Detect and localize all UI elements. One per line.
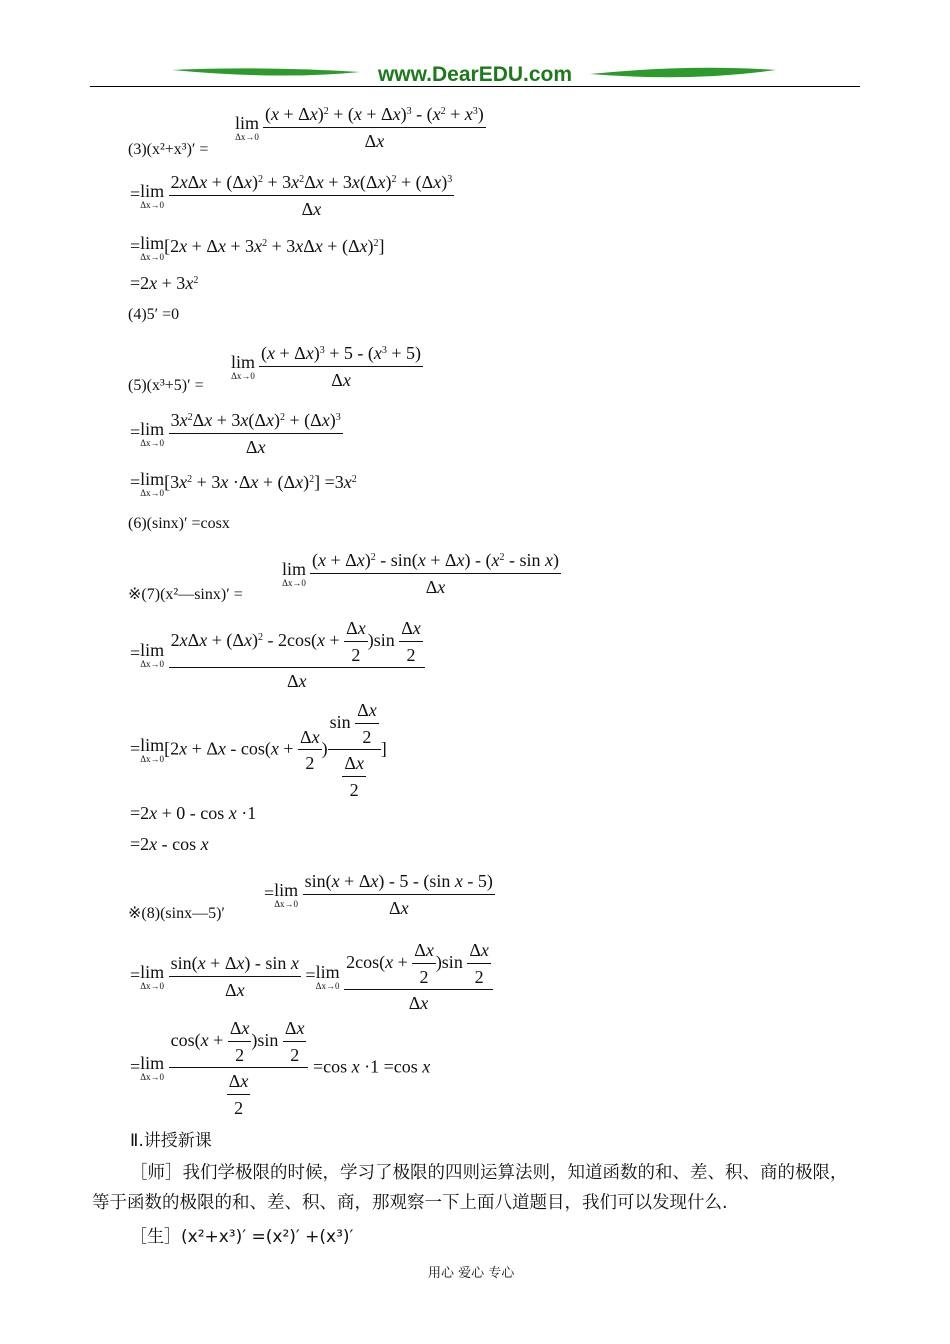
eq7-limit-expression: lim Δx→0 $\frac{(x + \Delta x)^2 - \sin(x + \Delta x) - (x^2 - \sin x)}{\Delta x}$ bbox=[282, 550, 559, 597]
eq7-result: =2x - cos x bbox=[130, 834, 209, 854]
lim-operator: lim Δx→0 bbox=[235, 112, 260, 142]
problem-8-label: ※(8)(sinx—5)′ bbox=[128, 905, 225, 922]
header-rule bbox=[90, 86, 860, 87]
eq3-step1: = lim Δx→0 $\frac{2x\Delta x + (\Delta x)^2 + 3x^2\Delta x + 3x(\Delta x)^2 + (\Delta x)^3}{\Delta x}$ bbox=[130, 172, 453, 219]
eq3-step2: = lim Δx→0 $[2x + \Delta x + 3x^2 + 3x\Delta x + (\Delta x)^2]$ bbox=[130, 233, 385, 262]
teacher-paragraph: ［师］我们学极限的时候，学习了极限的四则运算法则，知道函数的和、差、积、商的极限，等于函数的极限的和、差、积、商，那观察一下上面八道题目，我们可以发现什么. bbox=[92, 1163, 848, 1213]
eq3-result: $=2x + 3x^2$ bbox=[130, 273, 199, 293]
logo-text: www.DearEDU.com bbox=[377, 63, 573, 86]
problem-4-label: (4)5′ =0 bbox=[128, 306, 180, 323]
eq7-step3: =2x + 0 - cos x ·1 bbox=[130, 803, 257, 823]
eq8-limit-expression: = lim Δx→0 $\frac{\text{sin(x + Δx) - 5 - (sin x - 5)}}{\Delta x}$ bbox=[264, 871, 493, 918]
logo-right-swoosh bbox=[590, 68, 776, 77]
eq5-result: = lim Δx→0 $[3x^2 + 3x \cdot\Delta x + (\Delta x)^2] =3x^2$ bbox=[130, 469, 357, 498]
eq7-step2: = lim Δx→0 [2x + Δx - cos(x + $\frac{\Delta x}{2}$ ) sin $\frac{\Delta x}{2}$ $\frac{\Delta x}{2}$ ] bbox=[130, 700, 387, 801]
eq5-step1: = lim Δx→0 $\frac{3x^2\Delta x + 3x(\Delta x)^2 + (\Delta x)^3}{\Delta x}$ bbox=[130, 410, 341, 457]
eq3-limit-expression: lim Δx→0 $\frac{(x + \Delta x)^2 + (x + \Delta x)^3 - (x^2 + x^3)}{\Delta x}$ bbox=[235, 104, 484, 151]
problem-3-label: (3)(x²+x³)′ = bbox=[128, 141, 209, 158]
footer-text: 用心 爱心 专心 bbox=[428, 1266, 515, 1281]
student-line: ［生］(x²+x³)′ =(x²)′ +(x³)′ bbox=[130, 1227, 354, 1247]
problem-6-label: (6)(sinx)′ =cosx bbox=[128, 515, 230, 532]
header-logo bbox=[170, 60, 780, 86]
problem-7-label: ※(7)(x²—sinx)′ = bbox=[128, 586, 243, 603]
eq7-step1: = lim Δx→0 $2x\Delta x + (\Delta x)^2 - 2\cos(x$ + $\frac{\Delta x}{2}$ )sin $\frac{\Delta x}{2}$ Δx bbox=[130, 618, 425, 692]
eq8-result: = lim Δx→0 cos(x + $\frac{\Delta x}{2}$ )sin $\frac{\Delta x}{2}$ $\frac{\Delta x}{2}$ =cos x ·1 =cos x bbox=[130, 1018, 431, 1119]
logo-left-swoosh bbox=[172, 68, 360, 75]
section-heading: Ⅱ.讲授新课 bbox=[130, 1131, 212, 1151]
eq8-step1: = lim Δx→0 $\frac{\text{sin(x + Δx) - sin x}}{\Delta x}$ = lim Δx→0 2cos(x + $\frac{\Delta x}{2}$ )sin $\frac{\Delta x}{2}$ Δx bbox=[130, 940, 493, 1014]
problem-5-label: (5)(x³+5)′ = bbox=[128, 377, 204, 394]
eq5-limit-expression: lim Δx→0 $\frac{(x + \Delta x)^3 + 5 - (x^3 + 5)}{\Delta x}$ bbox=[231, 343, 422, 390]
